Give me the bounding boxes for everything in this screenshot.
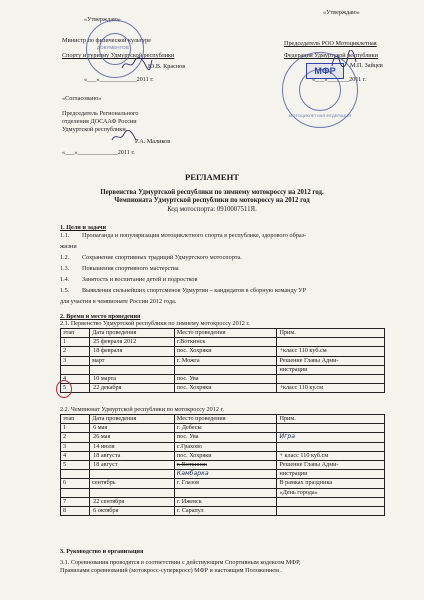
agreement-line2: отделения ДОСААФ России bbox=[62, 118, 137, 125]
table-cell: 26 мая bbox=[90, 433, 175, 442]
section-1-item-text: Выявления сильнейших спортсменов Удмуртии – кандидатов в сборную команду УР bbox=[82, 287, 307, 294]
approval-right-heading: «Утверждаю» bbox=[323, 9, 360, 16]
table-cell: 10 марта bbox=[90, 374, 175, 383]
table-cell: с.Грахово bbox=[174, 442, 277, 451]
table-cell bbox=[61, 488, 90, 497]
section-2-heading: 2. Время и место проведения bbox=[60, 313, 141, 320]
approval-left-signer: Ю.В. Краснов bbox=[148, 63, 186, 70]
section-1-item-text: Занятость и воспитание детей и подростков bbox=[82, 276, 198, 283]
table-row bbox=[61, 433, 385, 442]
agreement-heading: «Согласовано» bbox=[62, 95, 102, 102]
table-cell: 6 октября bbox=[90, 506, 175, 515]
table-row bbox=[61, 365, 385, 374]
table-cell: пос. Хохряки bbox=[174, 347, 277, 356]
table-cell: 8 bbox=[61, 506, 90, 515]
table-header-cell: этап bbox=[61, 329, 90, 338]
table-header-cell: Дата проведения bbox=[90, 415, 175, 424]
table-cell: 2 bbox=[61, 433, 90, 442]
approval-left-line2: Спорту и туризму Удмуртской республики bbox=[62, 52, 175, 59]
section-1-item-number: 1.3. bbox=[60, 265, 70, 272]
table-cell: 1 bbox=[61, 338, 90, 347]
table-2-caption: 2.2. Чемпионат Удмуртской республики по мотокроссу 2012 г. bbox=[60, 406, 224, 413]
table-cell bbox=[277, 506, 385, 515]
stamp-right-caption: МОТОЦИКЛЕТНАЯ ФЕДЕРАЦИЯ bbox=[289, 113, 352, 118]
table-cell bbox=[174, 488, 277, 497]
table-cell: 5 bbox=[61, 384, 90, 393]
section-3-line1: 3.1. Соревнования проводятся в соответствии с действующим Спортивным кодексом МФР, bbox=[60, 559, 301, 566]
signature-right-top bbox=[330, 50, 358, 70]
section-1-item-text: Пропаганда и популяризация мотоциклетного спорта в республике, здорового образ- bbox=[82, 232, 307, 239]
table-row bbox=[61, 338, 385, 347]
agreement-date: «___»_____________2011 г. bbox=[62, 149, 135, 156]
table-cell: нистрации bbox=[277, 470, 385, 479]
table-header-row bbox=[61, 415, 385, 424]
table-cell: Игра bbox=[277, 433, 385, 442]
table-cell: Решение Главы Адми- bbox=[277, 356, 385, 365]
document-title: РЕГЛАМЕНТ bbox=[184, 172, 240, 182]
table-cell: 22 декабря bbox=[90, 384, 175, 393]
table-header-cell: Прим. bbox=[277, 415, 385, 424]
table-header-row bbox=[61, 329, 385, 338]
table-cell bbox=[277, 374, 385, 383]
section-1-item-number: 1.2. bbox=[60, 254, 70, 261]
section-3-line2: Правилами соревнований (мотокросс-суперкросс) МФР и настоящим Положением . bbox=[60, 567, 282, 574]
table-cell: 6 bbox=[61, 479, 90, 488]
table-row bbox=[61, 384, 385, 393]
table-row bbox=[61, 506, 385, 515]
table-cell bbox=[61, 470, 90, 479]
approval-left-line1: Министр по физической культуре bbox=[62, 37, 152, 44]
section-1-item-text: жизни bbox=[60, 243, 77, 250]
table-cell: Решение Главы Адми- bbox=[277, 460, 385, 469]
table-cell bbox=[277, 442, 385, 451]
section-1-item-number: 1.1. bbox=[60, 232, 70, 239]
table-cell: 14 июля bbox=[90, 442, 175, 451]
table-cell: нистрации bbox=[277, 365, 385, 374]
table-cell bbox=[90, 488, 175, 497]
table-cell: сентябрь bbox=[90, 479, 175, 488]
section-3-heading: 3. Руководство и организация bbox=[60, 548, 144, 555]
table-cell bbox=[174, 365, 277, 374]
table-cell: пос. Ува bbox=[174, 374, 277, 383]
approval-right-date: «___»_______2011 г. bbox=[312, 76, 367, 83]
table-cell: +класс 110 ку.см bbox=[277, 384, 385, 393]
table-cell: Камбарка bbox=[174, 470, 277, 479]
agreement-line3: Удмуртской республики bbox=[62, 126, 126, 133]
table-cell: 3 bbox=[61, 356, 90, 365]
table-cell: пос. Хохряки bbox=[174, 384, 277, 393]
table-row bbox=[61, 479, 385, 488]
document-subtitle-1: Первенства Удмуртской республики по зимнему мотокроссу на 2012 год. bbox=[100, 189, 324, 196]
stamp-mfr-logo: МФР bbox=[306, 63, 344, 79]
table-cell: г. Можга bbox=[174, 356, 277, 365]
table-cell: 5 bbox=[61, 460, 90, 469]
table-cell: 3 bbox=[61, 442, 90, 451]
table-motocross-championship bbox=[60, 414, 385, 516]
table-cell bbox=[90, 470, 175, 479]
section-1-item-text: Сохранение спортивных традиций Удмуртского мотоспорта. bbox=[82, 254, 242, 261]
table-row bbox=[61, 356, 385, 365]
approval-right-line1: Председатель РОО Мотоциклетная bbox=[284, 40, 377, 47]
sport-code: Код мотоспорта: 0910007511Я. bbox=[167, 206, 257, 213]
section-1-item-text: для участия в чемпионате России 2012 года. bbox=[60, 298, 177, 305]
table-cell bbox=[61, 365, 90, 374]
table-cell: + класс 110 куб.см bbox=[277, 451, 385, 460]
stamp-left-text: ДОКУМЕНТОВ bbox=[97, 45, 129, 50]
table-header-cell: Дата проведения bbox=[90, 329, 175, 338]
table-row bbox=[61, 470, 385, 479]
table-row bbox=[61, 451, 385, 460]
table-cell: 18 августа bbox=[90, 451, 175, 460]
table-row bbox=[61, 460, 385, 469]
table-cell: 25 февраля 2012 bbox=[90, 338, 175, 347]
document-subtitle-2: Чемпионата Удмуртской республики по мотокроссу на 2012 год bbox=[114, 197, 310, 204]
table-cell: г. Глазов bbox=[174, 479, 277, 488]
table-cell: март bbox=[90, 356, 175, 365]
table-cell: г. Дебесы bbox=[174, 424, 277, 433]
table-winter-motocross bbox=[60, 328, 385, 393]
table-row bbox=[61, 424, 385, 433]
signature-agreement bbox=[110, 130, 138, 144]
approval-right-line2: Федерация Удмуртской республики bbox=[284, 52, 378, 59]
table-cell: +класс 110 куб.см bbox=[277, 347, 385, 356]
table-cell: 4 bbox=[61, 374, 90, 383]
table-cell bbox=[277, 424, 385, 433]
approval-left-heading: «Утверждаю» bbox=[84, 16, 121, 23]
table-cell: 6 мая bbox=[90, 424, 175, 433]
table-header-cell: Место проведения bbox=[174, 329, 277, 338]
table-cell: г. Воткинск bbox=[174, 460, 277, 469]
agreement-line1: Председатель Регионального bbox=[62, 110, 139, 117]
table-cell: пос. Хохряки bbox=[174, 451, 277, 460]
table-cell bbox=[90, 365, 175, 374]
table-row bbox=[61, 347, 385, 356]
table-cell bbox=[277, 497, 385, 506]
table-header-cell: этап bbox=[61, 415, 90, 424]
table-row bbox=[61, 488, 385, 497]
table-cell: В рамках праздника bbox=[277, 479, 385, 488]
table-row bbox=[61, 497, 385, 506]
signature-left-top bbox=[120, 56, 154, 72]
section-1-item-number: 1.5. bbox=[60, 287, 70, 294]
table-cell: 18 август bbox=[90, 460, 175, 469]
table-cell: г. Сарапул bbox=[174, 506, 277, 515]
table-cell: 2 bbox=[61, 347, 90, 356]
agreement-signer: Р.А. Маликов bbox=[135, 138, 171, 145]
approval-right-signer: М.П. Зайцев bbox=[350, 62, 383, 69]
table-row bbox=[61, 442, 385, 451]
section-1-item-number: 1.4. bbox=[60, 276, 70, 283]
table-cell: г. Ижевск bbox=[174, 497, 277, 506]
table-1-caption: 2.1. Первенство Удмуртской республики по зимнему мотокроссу 2012 г. bbox=[60, 320, 250, 327]
table-row bbox=[61, 374, 385, 383]
table-cell: 4 bbox=[61, 451, 90, 460]
table-cell: «День города» bbox=[277, 488, 385, 497]
table-cell bbox=[277, 338, 385, 347]
approval-left-date: «___»____________2011 г. bbox=[84, 76, 154, 83]
table-cell: 18 февраля bbox=[90, 347, 175, 356]
table-cell: 22 сентября bbox=[90, 497, 175, 506]
section-1-item-text: Повышения спортивного мастерства bbox=[82, 265, 179, 272]
table-cell: 7 bbox=[61, 497, 90, 506]
hand-drawn-circle bbox=[56, 380, 72, 398]
table-cell: г.Воткинск bbox=[174, 338, 277, 347]
table-cell: пос. Ува bbox=[174, 433, 277, 442]
table-header-cell: Прим. bbox=[277, 329, 385, 338]
table-cell: 1 bbox=[61, 424, 90, 433]
table-header-cell: Место проведения bbox=[174, 415, 277, 424]
section-1-heading: 1. Цели и задачи bbox=[60, 224, 107, 231]
